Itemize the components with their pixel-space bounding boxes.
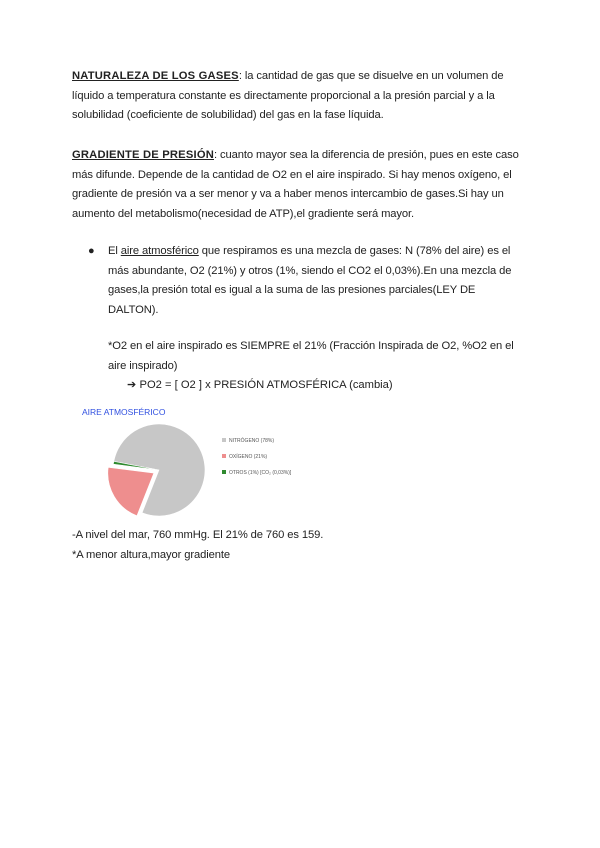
heading-naturaleza: NATURALEZA DE LOS GASES	[72, 70, 239, 82]
note-o2: *O2 en el aire inspirado es SIEMPRE el 21% (Fracción Inspirada de O2, %O2 en el aire inspirado)	[108, 340, 514, 372]
pie-chart	[76, 402, 300, 520]
bullet-body: que respiramos es una mezcla de gases: N (78% del aire) es el más abundante, O2 (21%) y otros (1%, siendo el CO2 el 0,03%).En una mezcla de gases,la presión total es igual a la suma de las presiones parciales(LEY DE DALTON).	[108, 245, 512, 316]
bullet-pre: El	[108, 245, 121, 257]
arrow-icon: ➔	[127, 379, 137, 391]
heading-gradiente: GRADIENTE DE PRESIÓN	[72, 149, 214, 161]
legend-swatch-2	[222, 454, 226, 458]
bullet-text	[108, 242, 528, 320]
legend-swatch-1	[222, 438, 226, 442]
link-aire-atmosferico[interactable]: aire atmosférico	[120, 245, 199, 257]
formula-line	[127, 376, 393, 396]
legend-label-3: OTROS (1%) [CO₂ (0,03%)]	[229, 470, 292, 476]
pie-chart-svg	[76, 402, 300, 520]
chart-title: AIRE ATMOSFÉRICO	[82, 407, 166, 417]
formula-text: PO2 = [ O2 ] x PRESIÓN ATMOSFÉRICA (cambia)	[139, 379, 393, 391]
footer-line-2: *A menor altura,mayor gradiente	[72, 549, 230, 561]
bullet-dot-icon: ●	[88, 245, 95, 257]
legend-label-1: NITRÓGENO (78%)	[229, 438, 275, 444]
text-gradiente: : cuanto mayor sea la diferencia de presión, pues en este caso más difunde. Depende de la cantidad de O2 en el aire inspirado. Si hay menos oxígeno, el gradiente de presión va a ser menor y va a haber menos intercambio de gases.Si hay un aumento del metabolismo(necesidad de ATP),el gradiente será mayor.	[72, 149, 519, 220]
footer-line-1: -A nivel del mar, 760 mmHg. El 21% de 760 es 159.	[72, 529, 324, 541]
text-naturaleza: : la cantidad de gas que se disuelve en un volumen de líquido a temperatura constante es directamente proporcional a la presión parcial y a la solubilidad (coeficiente de solubilidad) del gas en la fase líquida.	[72, 70, 504, 121]
paragraph-gradiente	[72, 146, 532, 224]
paragraph-naturaleza	[72, 67, 532, 126]
legend-label-2: OXÍGENO (21%)	[229, 454, 268, 460]
legend-swatch-3	[222, 470, 226, 474]
